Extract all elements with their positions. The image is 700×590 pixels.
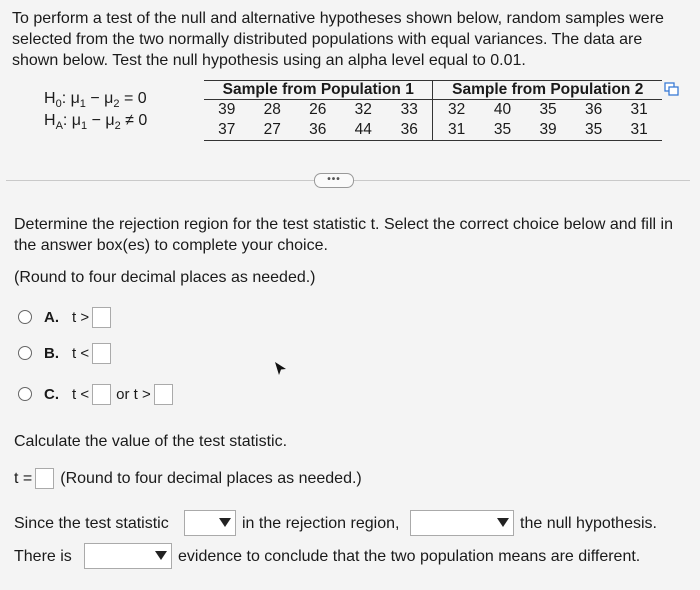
t-value-row	[14, 468, 362, 489]
table-cell: 32	[433, 100, 480, 121]
table-cell: 36	[386, 120, 433, 141]
choice-b-label: B.	[44, 344, 59, 362]
problem-statement: To perform a test of the null and alternative hypotheses shown below, random samples were selected from the two normally distributed populations with equal variances. The data are shown below. Test the null hypothesis using an alpha level equal to 0.01.	[12, 10, 664, 69]
choice-c-or-text: or t >	[116, 385, 151, 403]
conclusion-region-text: in the rejection region,	[242, 515, 400, 532]
alternative-hypothesis: $H_A$: $\mu_1 - \mu_2 \ne 0$	[44, 112, 148, 133]
sample-data-table	[204, 80, 662, 141]
table-cell: 37	[204, 120, 250, 141]
expand-more-button[interactable]: •••	[314, 173, 354, 188]
choice-c-expression: t <	[72, 385, 90, 403]
rejection-region-dropdown[interactable]	[184, 510, 236, 536]
t-value-round-note: (Round to four decimal places as needed.)	[60, 470, 362, 487]
table-cell: 26	[309, 101, 327, 118]
choice-c-label: C.	[44, 385, 59, 403]
table-cell: 33	[400, 101, 418, 118]
table-cell: 32	[354, 101, 372, 118]
conclusion-evidence-text: evidence to conclude that the two population means are different.	[178, 548, 641, 565]
choice-b-expression: t <	[72, 344, 90, 362]
table-row	[204, 120, 662, 141]
chevron-down-icon	[219, 518, 231, 527]
table-cell: 36	[295, 120, 341, 141]
conclusion-there-is-text: There is	[14, 548, 72, 565]
table-cell: 35	[571, 120, 617, 141]
table-cell: 31	[433, 120, 480, 141]
evidence-dropdown[interactable]	[84, 543, 172, 569]
choice-c-upper-box[interactable]	[154, 384, 173, 405]
t-value-prefix: t =	[14, 470, 33, 487]
chevron-down-icon	[155, 551, 167, 560]
table-cell: 31	[630, 101, 648, 118]
chevron-down-icon	[497, 518, 509, 527]
population-1-header: Sample from Population 1	[204, 81, 433, 100]
test-statistic-question: Calculate the value of the test statistic.	[14, 433, 288, 450]
choice-c-radio[interactable]	[18, 387, 32, 401]
choice-b[interactable]	[18, 342, 111, 364]
choice-a-answer-box[interactable]	[92, 307, 111, 328]
choice-a-expression: t >	[72, 308, 90, 326]
choice-a[interactable]	[18, 306, 111, 328]
table-cell: 35	[539, 101, 557, 118]
round-note: (Round to four decimal places as needed.)	[14, 269, 316, 286]
t-value-answer-box[interactable]	[35, 468, 54, 489]
table-cell: 44	[341, 120, 387, 141]
choice-a-radio[interactable]	[18, 310, 32, 324]
choice-c-lower-box[interactable]	[92, 384, 111, 405]
table-cell: 27	[250, 120, 296, 141]
table-cell: 31	[616, 120, 662, 141]
choice-a-label: A.	[44, 308, 59, 326]
conclusion-null-text: the null hypothesis.	[520, 515, 657, 532]
table-cell: 40	[493, 101, 512, 118]
rejection-region-question: Determine the rejection region for the test statistic t. Select the correct choice below and fill in the answer box(es) to complete your choice.	[14, 216, 673, 254]
table-cell: 39	[218, 101, 236, 118]
table-cell: 39	[525, 120, 571, 141]
table-cell: 35	[480, 120, 526, 141]
choice-c[interactable]	[18, 383, 173, 405]
choice-b-answer-box[interactable]	[92, 343, 111, 364]
mouse-cursor-icon	[274, 361, 288, 377]
null-hypothesis-decision-dropdown[interactable]	[410, 510, 514, 536]
null-hypothesis: $H_0$: $\mu_1 - \mu_2 = 0$	[44, 90, 147, 111]
population-2-header: Sample from Population 2	[433, 81, 662, 100]
table-cell: 28	[263, 101, 281, 118]
table-row	[204, 100, 662, 121]
conclusion-since-text: Since the test statistic	[14, 515, 169, 532]
copy-table-icon[interactable]	[664, 82, 680, 96]
table-cell: 36	[584, 101, 603, 118]
choice-b-radio[interactable]	[18, 346, 32, 360]
